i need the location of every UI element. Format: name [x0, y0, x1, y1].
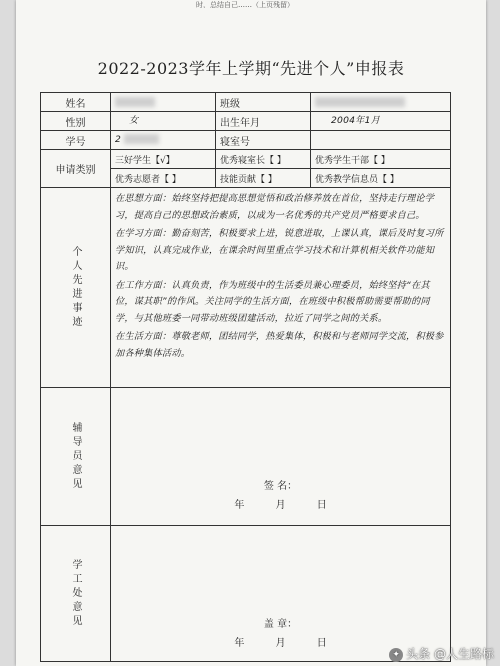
application-form-table [40, 92, 451, 662]
redacted-student-id [124, 134, 159, 144]
category-volunteer: 优秀志愿者【 】 [111, 169, 216, 188]
previous-page-bleed: 时，总结自己……（上页残留） [196, 1, 294, 8]
office-label-cell [41, 526, 111, 662]
category-info-officer: 优秀教学信息员【 】 [311, 169, 451, 188]
office-stamp-line [115, 615, 446, 630]
form-title: 2022-2023学年上学期“先进个人”申报表 [97, 59, 405, 78]
deeds-paragraph-ideology: 在思想方面：始终坚持把提高思想觉悟和政治修养放在首位，坚持走行理论学习，提高自己的思想政治素质，以成为一名优秀的共产党员严格要求自己。 [115, 193, 435, 221]
name-label: 姓名 [41, 93, 111, 112]
advisor-sign-label: 签 名： [263, 481, 298, 492]
office-stamp-label: 盖 章： [263, 619, 298, 630]
advisor-date-line [115, 496, 446, 511]
office-label: 学工处意见 [70, 558, 81, 629]
student-id-label: 学号 [41, 131, 111, 150]
gender-label: 性别 [41, 112, 111, 131]
gender-value: 女 [111, 112, 216, 131]
category-cadre: 优秀学生干部【 】 [311, 150, 451, 169]
redacted-name [115, 97, 155, 107]
deeds-paragraph-life: 在生活方面：尊敬老师，团结同学，热爱集体，积极和与老师同学交流，积极参加各种集体活动。 [115, 331, 444, 359]
name-value [111, 93, 216, 112]
advisor-label-cell [41, 388, 111, 526]
deeds-paragraph-study: 在学习方面：勤奋刻苦，积极要求上进，锐意进取，上课认真，课后及时复习所学知识，认真完成作业，在课余时间里重点学习技术和计算机相关软件功能知识。 [115, 228, 444, 272]
advisor-date-day: 日 [316, 500, 327, 511]
student-id-value: 2 [115, 133, 122, 145]
category-label: 申请类别 [41, 150, 111, 188]
student-id-cell [111, 131, 216, 150]
watermark [389, 645, 494, 662]
office-date-month: 月 [275, 638, 286, 649]
class-label: 班级 [216, 93, 311, 112]
advisor-date-month: 月 [275, 500, 286, 511]
category-skill: 技能贡献【 】 [216, 169, 311, 188]
advisor-signature-line [115, 477, 446, 492]
office-date-day: 日 [316, 638, 327, 649]
deeds-paragraph-work: 在工作方面：认真负责，作为班级中的生活委员兼心理委员，始终坚持“在其位，谋其职”的作风。关注同学的生活方面，在班级中积极帮助需要帮助的同学，与其他班委一同带动班级团建活动，拉近了同学之间的关系。 [115, 279, 430, 324]
watermark-logo-icon: ✦ [389, 648, 403, 662]
birth-label: 出生年月 [216, 112, 311, 131]
deeds-label: 个人先进事迹 [70, 245, 81, 330]
category-dorm-leader: 优秀寝室长【 】 [216, 150, 311, 169]
category-three-good: 三好学生【√】 [111, 150, 216, 169]
advisor-date-year: 年 [234, 500, 245, 511]
deeds-label-cell [41, 188, 111, 388]
dorm-label: 寝室号 [216, 131, 311, 150]
dorm-value [311, 131, 451, 150]
advisor-opinion [111, 388, 451, 526]
office-date-year: 年 [234, 638, 245, 649]
watermark-text: 头条 @人生路标 [406, 647, 494, 661]
advisor-label: 辅导员意见 [70, 421, 81, 492]
office-opinion [111, 526, 451, 662]
redacted-class [315, 97, 405, 107]
class-value [311, 93, 451, 112]
birth-value: 2004年1月 [311, 112, 451, 131]
deeds-content [111, 188, 451, 388]
